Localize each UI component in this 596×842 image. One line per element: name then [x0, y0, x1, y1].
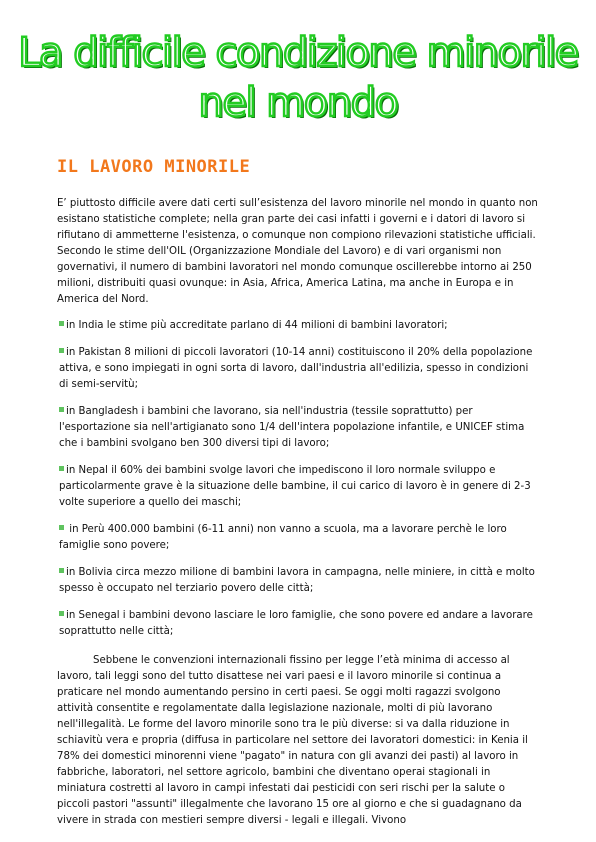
- list-item-bolivia: in Bolivia circa mezzo milione di bambini lavora in campagna, nelle miniere, in città e molto spesso è occupato nel terziario povero delle città;: [59, 567, 535, 594]
- green-square-bullet-icon: [59, 407, 64, 412]
- intro-paragraph: E’ piuttosto difficile avere dati certi sull’esistenza del lavoro minorile nel mondo in quanto non esistano statistiche complete; nella gran parte dei casi infatti i governi e i datori di lavoro si rifiutano di ammetterne l'esistenza, o comunque non compiono rilevazioni statistiche ufficiali. Secondo le stime dell'OIL (Organizzazione Mondiale del Lavoro) e di vari organismi non governativi, il numero di bambini lavoratori nel mondo comunque oscillerebbe intorno ai 250 milioni, distribuiti quasi ovunque: in Asia, Africa, America Latina, ma anche in Europa e in America del Nord.: [57, 198, 538, 305]
- green-square-bullet-icon: [59, 568, 64, 573]
- page-title-line-1: La difficile condizione minorile: [18, 30, 578, 76]
- list-item-bangladesh: in Bangladesh i bambini che lavorano, sia nell'industria (tessile soprattutto) per l'esportazione sia nell'artigianato sono 1/4 dell'intera popolazione infantile, e UNICEF stima che i bambini svolgano ben 300 diversi tipi di lavoro;: [59, 406, 525, 449]
- document-body: [57, 196, 539, 829]
- green-square-bullet-icon: [59, 321, 64, 326]
- list-item-peru: in Perù 400.000 bambini (6-11 anni) non vanno a scuola, ma a lavorare perchè le loro famiglie sono povere;: [59, 524, 507, 551]
- page-title-line-2: nel mondo: [198, 80, 398, 126]
- list-item-pakistan: in Pakistan 8 milioni di piccoli lavoratori (10-14 anni) costituiscono il 20% della popolazione attiva, e sono impiegati in ogni sorta di lavoro, dall'industria all'edilizia, spesso in condizioni di semi-servitù;: [59, 347, 533, 390]
- green-square-bullet-icon: [59, 525, 64, 530]
- green-square-bullet-icon: [59, 466, 64, 471]
- section-heading: IL LAVORO MINORILE: [57, 157, 251, 177]
- green-square-bullet-icon: [59, 348, 64, 353]
- list-item-nepal: in Nepal il 60% dei bambini svolge lavori che impediscono il loro normale sviluppo e particolarmente grave è la situazione delle bambine, il cui carico di lavoro è in genere di 2-3 volte superiore a quello dei maschi;: [59, 465, 531, 508]
- list-item-senegal: in Senegal i bambini devono lasciare le loro famiglie, che sono povere ed andare a lavorare soprattutto nelle città;: [59, 610, 533, 637]
- page-title: [0, 28, 596, 128]
- closing-paragraph: Sebbene le convenzioni internazionali fissino per legge l’età minima di accesso al lavoro, tali leggi sono del tutto disattese nei vari paesi e il lavoro minorile si continua a praticare nel mondo aumentando persino in certi paesi. Se oggi molti ragazzi svolgono attività consentite e regolamentate dalla legislazione nazionale, molti di più lavorano nell'illegalità. Le forme del lavoro minorile sono tra le più diverse: si va dalla riduzione in schiavitù vera e propria (diffusa in particolare nel settore dei lavoratori domestici: in Kenia il 78% dei domestici minorenni viene "pagato" in natura con gli avanzi dei pasti) al lavoro in fabbriche, laboratori, nel settore agricolo, bambini che diventano operai stagionali in miniatura costretti al lavoro in campi infestati dai pesticidi con seri rischi per la salute o piccoli pastori "assunti" illegalmente che lavorano 15 ore al giorno e che si guadagnano da vivere in strada con mestieri sempre diversi - legali e illegali. Vivono: [57, 655, 528, 826]
- green-square-bullet-icon: [59, 611, 64, 616]
- list-item-india: in India le stime più accreditate parlano di 44 milioni di bambini lavoratori;: [57, 318, 539, 334]
